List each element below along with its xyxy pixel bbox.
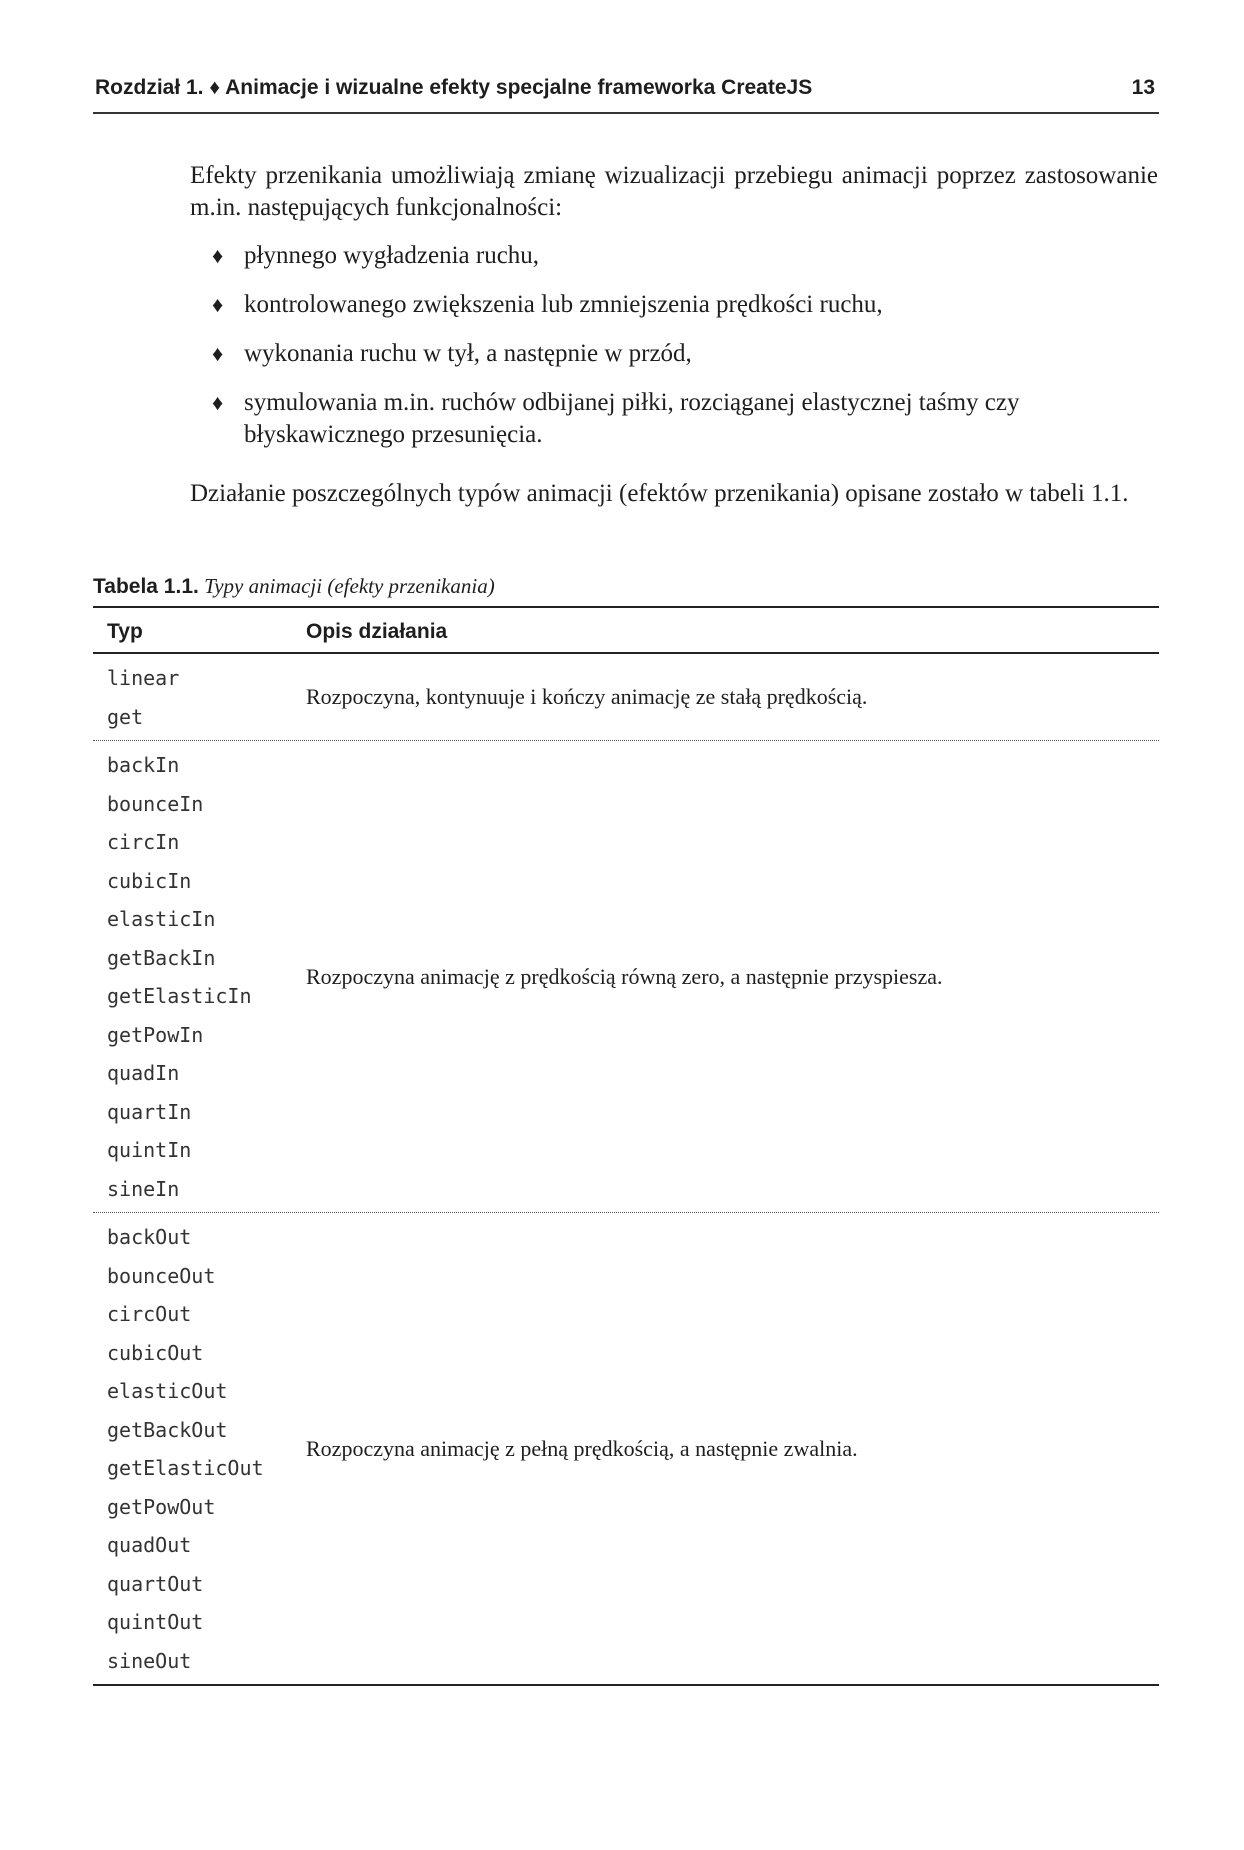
type-name: linear (107, 666, 180, 690)
type-name: elasticOut (107, 1379, 228, 1403)
animation-types-table (93, 606, 1159, 1686)
table-row (93, 654, 1159, 741)
type-name: quadIn (107, 1061, 180, 1085)
bullet-item (212, 289, 1158, 321)
type-name: cubicOut (107, 1340, 204, 1365)
type-name: bounceOut (107, 1263, 216, 1288)
type-name: get (107, 704, 144, 729)
second-paragraph: Działanie poszczególnych typów animacji (efektów przenikania) opisane zostało w tabeli 1.1. (190, 480, 1129, 507)
type-name: sineOut (107, 1648, 192, 1673)
table-header (93, 608, 1159, 654)
type-name: getElasticOut (107, 1456, 264, 1480)
type-description: Rozpoczyna, kontynuuje i kończy animację ze stałą prędkością. (306, 684, 868, 709)
diamond-bullet-icon: ♦ (212, 243, 224, 268)
type-description: Rozpoczyna animację z prędkością równą zero, a następnie przyspiesza. (306, 963, 943, 989)
type-name: circIn (107, 830, 180, 854)
table-row (93, 1213, 1159, 1684)
bullet-item (212, 387, 1158, 451)
type-name: quartOut (107, 1571, 204, 1596)
type-name: quintOut (107, 1610, 204, 1634)
type-name: getPowIn (107, 1022, 204, 1047)
running-header (93, 76, 1159, 114)
type-name: getElasticIn (107, 984, 252, 1008)
diamond-bullet-icon: ♦ (212, 390, 224, 415)
bullet-text: kontrolowanego zwiększenia lub zmniejszenia prędkości ruchu, (244, 291, 883, 318)
bullet-text: płynnego wygładzenia ruchu, (244, 242, 540, 269)
table-row (93, 741, 1159, 1213)
diamond-bullet-icon: ♦ (212, 341, 224, 366)
column-header-opis: Opis działania (306, 620, 448, 643)
type-list (93, 741, 306, 1212)
table-caption-title: Typy animacji (efekty przenikania) (204, 574, 495, 598)
type-name: circOut (107, 1302, 192, 1326)
intro-paragraph: Efekty przenikania umożliwiają zmianę wizualizacji przebiegu animacji poprzez zastosowanie m.in. następujących funkcjonalności: (190, 162, 1158, 221)
type-name: backOut (107, 1225, 192, 1249)
type-name: bounceIn (107, 791, 204, 816)
table-caption-label: Tabela 1.1. (93, 575, 199, 598)
type-list (93, 654, 306, 740)
bullet-text: wykonania ruchu w tył, a następnie w przód, (244, 340, 692, 367)
type-name: getBackIn (107, 945, 216, 970)
type-description: Rozpoczyna animację z pełną prędkością, a następnie zwalnia. (306, 1435, 858, 1461)
type-name: backIn (107, 753, 180, 777)
type-name: elasticIn (107, 907, 216, 931)
diamond-bullet-icon: ♦ (212, 292, 224, 317)
bullet-text: symulowania m.in. ruchów odbijanej piłki, rozciąganej elastycznej taśmy czy błyskawicznego przesunięcia. (244, 389, 1020, 448)
type-name: cubicIn (107, 868, 192, 893)
type-name: sineIn (107, 1176, 180, 1201)
type-name: quartIn (107, 1099, 192, 1124)
type-name: getPowOut (107, 1494, 216, 1519)
bullet-item (212, 338, 1158, 370)
type-name: quintIn (107, 1138, 192, 1162)
bullet-item (212, 240, 1158, 272)
chapter-title: Rozdział 1. ♦ Animacje i wizualne efekty specjalne frameworka CreateJS (95, 76, 813, 99)
type-name: getBackOut (107, 1417, 228, 1442)
bullet-list (212, 240, 1158, 468)
type-list (93, 1213, 306, 1684)
table-caption (93, 574, 495, 599)
column-header-typ: Typ (107, 620, 143, 643)
type-name: quadOut (107, 1533, 192, 1557)
page-number: 13 (1131, 76, 1155, 99)
